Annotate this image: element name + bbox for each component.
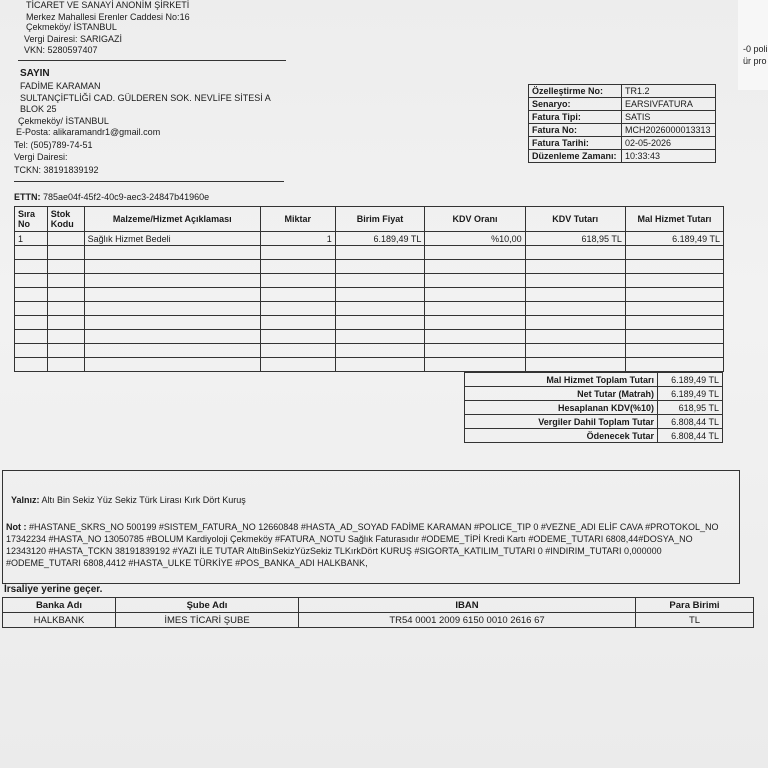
item-cell-stok (47, 358, 84, 372)
item-row-empty (15, 274, 724, 288)
item-cell-kdv-tutari (525, 316, 625, 330)
item-cell-kdv-tutari (525, 358, 625, 372)
info-key: Senaryo: (529, 98, 622, 111)
item-cell-miktar: 1 (260, 232, 335, 246)
buyer-address-2: BLOK 25 (20, 104, 57, 114)
item-cell-sira (15, 316, 48, 330)
item-cell-kdv-tutari (525, 344, 625, 358)
item-cell-miktar (260, 246, 335, 260)
bank-col-iban: IBAN (299, 598, 636, 613)
bank-col-name: Banka Adı (3, 598, 116, 613)
note-text (6, 521, 734, 569)
item-cell-kdv-orani (425, 344, 525, 358)
buyer-name: FADİME KARAMAN (20, 81, 101, 91)
col-sira: Sıra No (15, 207, 48, 232)
item-cell-kdv-orani (425, 246, 525, 260)
item-cell-stok (47, 344, 84, 358)
item-cell-miktar (260, 344, 335, 358)
bank-currency: TL (636, 613, 754, 628)
item-cell-miktar (260, 288, 335, 302)
item-cell-sira (15, 288, 48, 302)
notes-box (2, 470, 740, 584)
info-key: Fatura Tarihi: (529, 137, 622, 150)
item-cell-stok (47, 260, 84, 274)
item-cell-fiyat: 6.189,49 TL (335, 232, 425, 246)
item-row-empty (15, 288, 724, 302)
info-value: TR1.2 (622, 85, 716, 98)
item-cell-miktar (260, 330, 335, 344)
item-cell-aciklama (84, 316, 260, 330)
item-cell-miktar (260, 302, 335, 316)
total-row (465, 429, 723, 443)
items-table (14, 206, 724, 372)
item-cell-kdv-orani (425, 260, 525, 274)
col-aciklama: Malzeme/Hizmet Açıklaması (84, 207, 260, 232)
buyer-email: E-Posta: alikaramandr1@gmail.com (16, 127, 161, 137)
item-cell-miktar (260, 274, 335, 288)
item-cell-aciklama: Sağlık Hizmet Bedeli (84, 232, 260, 246)
seller-divider (18, 60, 286, 61)
buyer-heading: SAYIN (20, 68, 50, 79)
info-value: MCH2026000013313 (622, 124, 716, 137)
item-cell-kdv-orani (425, 330, 525, 344)
item-cell-aciklama (84, 330, 260, 344)
item-cell-tutar (625, 274, 723, 288)
item-cell-sira (15, 330, 48, 344)
total-row (465, 373, 723, 387)
info-row (529, 150, 716, 163)
item-cell-sira (15, 344, 48, 358)
item-cell-kdv-orani (425, 316, 525, 330)
item-cell-stok (47, 232, 84, 246)
col-tutar: Mal Hizmet Tutarı (625, 207, 723, 232)
item-cell-sira: 1 (15, 232, 48, 246)
bank-name: HALKBANK (3, 613, 116, 628)
bank-col-currency: Para Birimi (636, 598, 754, 613)
item-cell-aciklama (84, 288, 260, 302)
item-cell-tutar (625, 344, 723, 358)
buyer-tax-office: Vergi Dairesi: (14, 152, 68, 162)
buyer-divider (14, 181, 284, 182)
item-cell-sira (15, 260, 48, 274)
item-cell-aciklama (84, 260, 260, 274)
totals-table (464, 372, 723, 443)
item-cell-kdv-orani: %10,00 (425, 232, 525, 246)
item-row-empty (15, 260, 724, 274)
item-cell-fiyat (335, 288, 425, 302)
yalniz-value: Altı Bin Sekiz Yüz Sekiz Türk Lirası Kırk Dört Kuruş (41, 495, 246, 505)
ettn-label: ETTN: (14, 192, 41, 202)
irsaliye-text: İrsaliye yerine geçer. (4, 584, 103, 595)
info-key: Düzenleme Zamanı: (529, 150, 622, 163)
item-cell-fiyat (335, 302, 425, 316)
info-value: EARSIVFATURA (622, 98, 716, 111)
yalniz-label: Yalnız: (11, 495, 40, 505)
seller-tax-office: Vergi Dairesi: SARIGAZİ (24, 34, 123, 44)
item-cell-tutar (625, 260, 723, 274)
bank-row (3, 613, 754, 628)
item-cell-kdv-orani (425, 302, 525, 316)
invoice-info-table (528, 84, 716, 163)
item-cell-tutar (625, 246, 723, 260)
item-cell-aciklama (84, 274, 260, 288)
ettn (14, 192, 209, 203)
item-cell-kdv-tutari (525, 260, 625, 274)
item-row-empty (15, 344, 724, 358)
total-label: Hesaplanan KDV(%10) (465, 401, 658, 415)
note-value: #HASTANE_SKRS_NO 500199 #SISTEM_FATURA_NO 12660848 #HASTA_AD_SOYAD FADİME KARAMAN #POLICE_TIP 0 #VEZNE_ADI ELİF CAVA #PROTOKOL_NO 17342234 #HASTA_NO 13050785 #BOLUM Kardiyoloji Çekmeköy #FATURA_NOTU Sağlık Faturasıdır #ODEME_TİPİ Kredi Kartı #ODEME_TUTARI 6808,44#DOSYA_NO 12343120 #HASTA_TCKN 38191839192 #YAZI İLE TUTAR AltıBinSekizYüzSekiz TLKırkDört KURUŞ #SIGORTA_KATILIM_TUTARI 0 #INDIRIM_TUTARI 0,000000 #ODEME_TUTARI 6808,4412 #HASTA_ULKE TÜRKİYE #POS_BANKA_ADI HALKBANK, (6, 522, 719, 568)
item-cell-aciklama (84, 344, 260, 358)
item-cell-fiyat (335, 246, 425, 260)
item-cell-tutar (625, 316, 723, 330)
seller-address-2: Çekmeköy/ İSTANBUL (26, 22, 117, 32)
item-cell-kdv-tutari (525, 302, 625, 316)
total-value: 6.189,49 TL (658, 387, 723, 401)
item-cell-kdv-orani (425, 358, 525, 372)
edge-text-1: -0 poli (743, 44, 768, 54)
item-cell-fiyat (335, 330, 425, 344)
info-key: Özelleştirme No: (529, 85, 622, 98)
total-value: 6.808,44 TL (658, 415, 723, 429)
item-row-empty (15, 330, 724, 344)
edge-text-2: ür pro (743, 56, 767, 66)
item-cell-tutar (625, 358, 723, 372)
item-cell-aciklama (84, 302, 260, 316)
item-cell-kdv-tutari (525, 330, 625, 344)
item-cell-kdv-tutari (525, 288, 625, 302)
item-cell-fiyat (335, 358, 425, 372)
bank-table (2, 597, 754, 628)
buyer-address-1: SULTANÇİFTLİĞİ CAD. GÜLDEREN SOK. NEVLİFE SİTESİ A (20, 93, 271, 103)
buyer-city: Çekmeköy/ İSTANBUL (18, 116, 109, 126)
info-row (529, 137, 716, 150)
item-cell-tutar (625, 288, 723, 302)
items-header-row (15, 207, 724, 232)
ettn-value: 785ae04f-45f2-40c9-aec3-24847b41960e (43, 192, 210, 202)
info-value: SATIS (622, 111, 716, 124)
item-cell-aciklama (84, 246, 260, 260)
item-cell-sira (15, 246, 48, 260)
item-cell-sira (15, 358, 48, 372)
item-cell-stok (47, 316, 84, 330)
item-cell-fiyat (335, 344, 425, 358)
item-cell-stok (47, 330, 84, 344)
item-cell-fiyat (335, 274, 425, 288)
item-cell-aciklama (84, 358, 260, 372)
buyer-tckn: TCKN: 38191839192 (14, 165, 99, 175)
item-cell-stok (47, 302, 84, 316)
item-cell-miktar (260, 316, 335, 330)
item-cell-stok (47, 274, 84, 288)
total-label: Net Tutar (Matrah) (465, 387, 658, 401)
info-value: 02-05-2026 (622, 137, 716, 150)
seller-address-1: Merkez Mahallesi Erenler Caddesi No:16 (26, 12, 190, 22)
bank-branch: İMES TİCARİ ŞUBE (116, 613, 299, 628)
col-kdv-orani: KDV Oranı (425, 207, 525, 232)
item-cell-tutar (625, 330, 723, 344)
info-row (529, 124, 716, 137)
item-cell-sira (15, 274, 48, 288)
item-row (15, 232, 724, 246)
item-cell-kdv-tutari (525, 274, 625, 288)
info-row (529, 85, 716, 98)
info-key: Fatura No: (529, 124, 622, 137)
item-cell-kdv-orani (425, 274, 525, 288)
item-cell-kdv-tutari: 618,95 TL (525, 232, 625, 246)
col-kdv-tutari: KDV Tutarı (525, 207, 625, 232)
info-key: Fatura Tipi: (529, 111, 622, 124)
bank-col-branch: Şube Adı (116, 598, 299, 613)
info-row (529, 111, 716, 124)
col-miktar: Miktar (260, 207, 335, 232)
info-value: 10:33:43 (622, 150, 716, 163)
item-cell-fiyat (335, 260, 425, 274)
total-value: 6.808,44 TL (658, 429, 723, 443)
total-row (465, 415, 723, 429)
note-label: Not : (6, 522, 27, 532)
item-cell-miktar (260, 260, 335, 274)
item-cell-fiyat (335, 316, 425, 330)
item-cell-miktar (260, 358, 335, 372)
item-cell-stok (47, 288, 84, 302)
seller-company: TİCARET VE SANAYİ ANONİM ŞİRKETİ (26, 0, 190, 10)
yalniz-line (11, 495, 246, 506)
item-row-empty (15, 358, 724, 372)
buyer-phone: Tel: (505)789-74-51 (14, 140, 93, 150)
bank-header-row (3, 598, 754, 613)
item-cell-kdv-orani (425, 288, 525, 302)
total-value: 618,95 TL (658, 401, 723, 415)
col-stok: Stok Kodu (47, 207, 84, 232)
item-row-empty (15, 316, 724, 330)
bank-iban: TR54 0001 2009 6150 0010 2616 67 (299, 613, 636, 628)
item-cell-sira (15, 302, 48, 316)
total-label: Vergiler Dahil Toplam Tutar (465, 415, 658, 429)
total-row (465, 387, 723, 401)
info-row (529, 98, 716, 111)
item-row-empty (15, 246, 724, 260)
item-cell-tutar (625, 302, 723, 316)
seller-vkn: VKN: 5280597407 (24, 45, 98, 55)
item-cell-stok (47, 246, 84, 260)
total-value: 6.189,49 TL (658, 373, 723, 387)
item-cell-tutar: 6.189,49 TL (625, 232, 723, 246)
total-row (465, 401, 723, 415)
total-label: Ödenecek Tutar (465, 429, 658, 443)
item-row-empty (15, 302, 724, 316)
item-cell-kdv-tutari (525, 246, 625, 260)
total-label: Mal Hizmet Toplam Tutarı (465, 373, 658, 387)
col-fiyat: Birim Fiyat (335, 207, 425, 232)
